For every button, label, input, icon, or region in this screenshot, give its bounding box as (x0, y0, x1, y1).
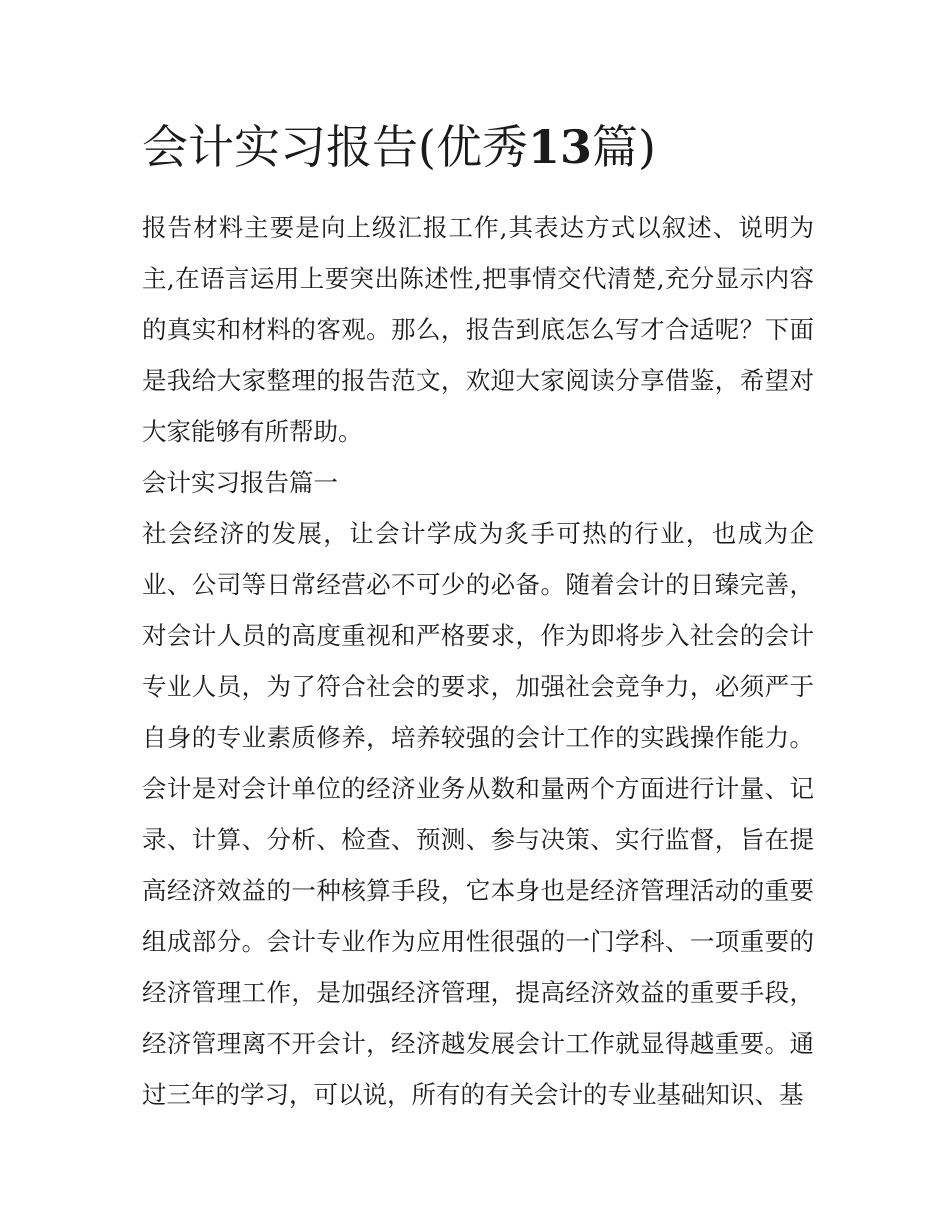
title-suffix: 篇) (591, 120, 656, 174)
title-count: 13 (527, 120, 592, 174)
document-content (142, 112, 814, 1120)
section-heading: 会计实习报告篇一 (142, 468, 338, 497)
body-paragraph: 社会经济的发展，让会计学成为炙手可热的行业，也成为企业、公司等日常经营必不可少的必备。随着会计的日臻完善，对会计人员的高度重视和严格要求，作为即将步入社会的会计专业人员，为了符合社会的要求，加强社会竞争力，必须严于自身的专业素质修养，培养较强的会计工作的实践操作能力。会计是对会计单位的经济业务从数和量两个方面进行计量、记录、计算、分析、检查、预测、参与决策、实行监督，旨在提高经济效益的一种核算手段，它本身也是经济管理活动的重要组成部分。会计专业作为应用性很强的一门学科、一项重要的经济管理工作，是加强经济管理，提高经济效益的重要手段，经济管理离不开会计，经济越发展会计工作就显得越重要。通过三年的学习，可以说，所有的有关会计的专业基础知识、基 (142, 519, 814, 1109)
title-text: 会计实习报告(优秀 (142, 120, 528, 174)
document-title (142, 112, 814, 182)
intro-paragraph: 报告材料主要是向上级汇报工作,其表达方式以叙述、说明为主,在语言运用上要突出陈述性,把事情交代清楚,充分显示内容的真实和材料的客观。那么，报告到底怎么写才合适呢？下面是我给大家整理的报告范文，欢迎大家阅读分享借鉴，希望对大家能够有所帮助。 (142, 213, 814, 446)
